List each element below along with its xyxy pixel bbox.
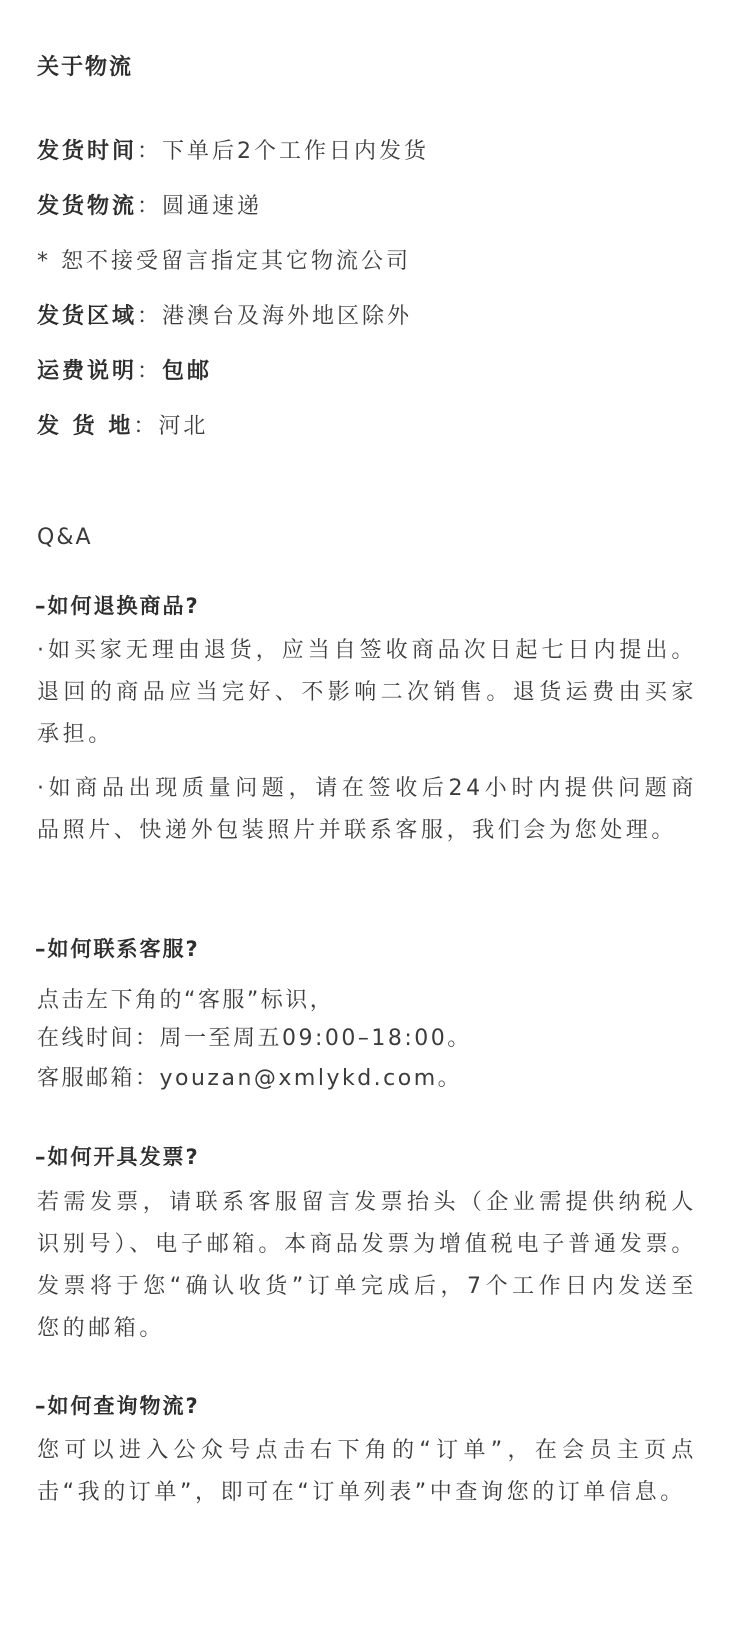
- ship-time-row: [37, 134, 429, 165]
- ship-carrier-label: 发货物流: [37, 194, 138, 219]
- returns-answer-paragraph-2: ·如商品出现质量问题，请在签收后24小时内提供问题商品照片、快递外包装照片并联系客服，我们会为您处理。: [37, 776, 697, 843]
- ship-region-value: 港澳台及海外地区除外: [162, 304, 413, 329]
- contact-line-1: 点击左下角的“客服”标识，: [37, 988, 335, 1013]
- ship-time-label: 发货时间: [37, 139, 138, 164]
- ship-from-value: 河北: [158, 414, 209, 439]
- invoice-question-title: –如何开具发票?: [35, 1145, 200, 1169]
- ship-from-row: [37, 409, 208, 440]
- contact-line-3: 客服邮箱：youzan@xmlykd.com。: [37, 1066, 463, 1091]
- shipping-fee-row: [37, 354, 212, 385]
- tracking-answer-paragraph: 您可以进入公众号点击右下角的“订单”，在会员主页点击“我的订单”，即可在“订单列表”中查询您的订单信息。: [37, 1438, 697, 1505]
- shipping-fee-label: 运费说明: [37, 359, 138, 384]
- contact-line-2: 在线时间：周一至周五09:00–18:00。: [37, 1026, 472, 1051]
- ship-carrier-row: [37, 189, 262, 220]
- logistics-title: 关于物流: [37, 55, 134, 80]
- ship-region-row: [37, 299, 412, 330]
- ship-time-value: 下单后2个工作日内发货: [162, 139, 430, 164]
- shipping-fee-separator: ：: [137, 359, 163, 384]
- ship-carrier-value: 圆通速递: [162, 194, 263, 219]
- tracking-question-title: –如何查询物流?: [35, 1394, 200, 1418]
- ship-time-separator: ：: [137, 139, 163, 164]
- ship-from-label: 发 货 地: [37, 414, 134, 439]
- ship-carrier-separator: ：: [137, 194, 163, 219]
- returns-answer-paragraph-1: ·如买家无理由退货，应当自签收商品次日起七日内提出。退回的商品应当完好、不影响二次销售。退货运费由买家承担。: [37, 638, 697, 747]
- qa-heading: Q&A: [37, 525, 93, 550]
- returns-question-title: –如何退换商品?: [35, 594, 200, 618]
- contact-question-title: –如何联系客服?: [35, 937, 200, 961]
- shipping-fee-value: 包邮: [162, 359, 213, 384]
- ship-region-label: 发货区域: [37, 304, 138, 329]
- ship-region-separator: ：: [137, 304, 163, 329]
- invoice-answer-paragraph: 若需发票，请联系客服留言发票抬头（企业需提供纳税人识别号）、电子邮箱。本商品发票为增值税电子普通发票。发票将于您“确认收货”订单完成后，7个工作日内发送至您的邮箱。: [37, 1190, 697, 1341]
- ship-from-separator: ：: [133, 414, 159, 439]
- carrier-note: * 恕不接受留言指定其它物流公司: [37, 249, 411, 274]
